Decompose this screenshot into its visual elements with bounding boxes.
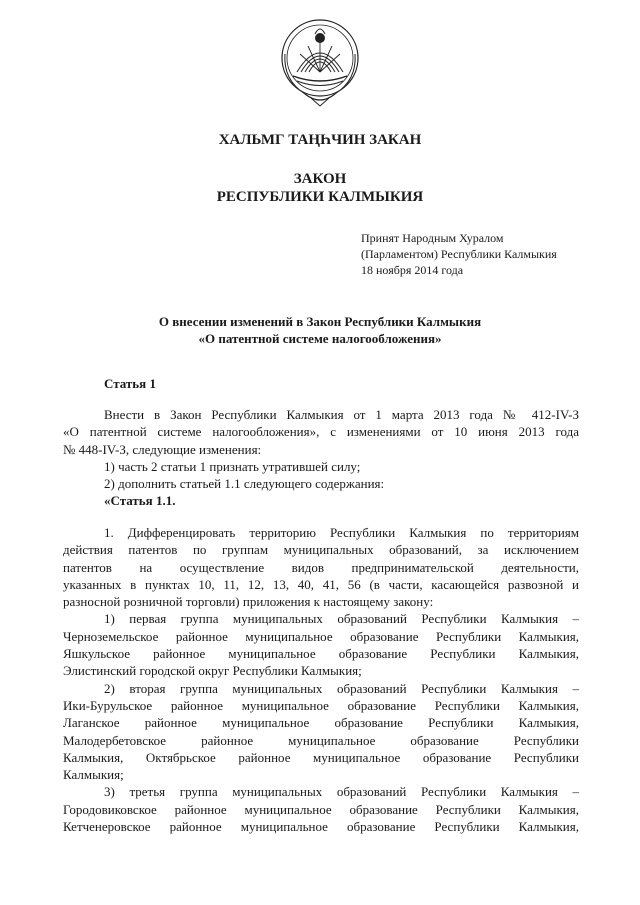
- text-line: патентов на осуществление видов предпринимательской деятельности,: [63, 559, 579, 575]
- text-line: 1) часть 2 статьи 1 признать утратившей силу;: [104, 458, 361, 474]
- article-heading: Статья 1: [104, 376, 156, 391]
- paragraph: [63, 783, 579, 835]
- text-line: Кетченеровское районное муниципальное образование Республики Калмыкия,: [63, 819, 579, 835]
- adoption-line: Принят Народным Хуралом: [361, 231, 504, 245]
- text-line: 3) третья группа муниципальных образований Республики Калмыкия –: [104, 784, 579, 800]
- new-article-heading: «Статья 1.1.: [104, 493, 176, 509]
- text-line: 2) дополнить статьей 1.1 следующего содержания:: [104, 476, 385, 492]
- adoption-note: [361, 230, 631, 278]
- republic-heading: РЕСПУБЛИКИ КАЛМЫКИЯ: [216, 189, 424, 205]
- text-line: Внести в Закон Республики Калмыкия от 1 марта 2013 года № 412-IV-З: [104, 407, 579, 422]
- text-line: разносной розничной торговли) приложения к настоящему закону:: [63, 594, 434, 610]
- paragraph: [63, 610, 579, 679]
- text-line: 1. Дифференцировать территорию Республики Калмыкия по территориям: [104, 525, 579, 540]
- law-name-line: «О патентной системе налогообложения»: [198, 331, 442, 346]
- text-line: Калмыкия;: [63, 767, 124, 783]
- law-heading: ЗАКОН: [293, 171, 347, 187]
- kalmyk-law-title: ХАЛЬМГ ТАҢҺЧИН ЗАКАН: [218, 132, 422, 148]
- adoption-date: 18 ноября 2014 года: [361, 263, 464, 277]
- state-emblem-icon: [275, 14, 365, 110]
- text-line: Элистинский городской округ Республики Калмыкия;: [63, 663, 362, 679]
- text-line: Черноземельское районное муниципальное образование Республики Калмыкия,: [63, 628, 579, 644]
- text-line: 2) вторая группа муниципальных образований Республики Калмыкия –: [104, 680, 579, 696]
- paragraph: [63, 492, 579, 509]
- text-line: «О патентной системе налогообложения», с изменениями от 10 июня 2013 года: [63, 424, 579, 440]
- text-line: Калмыкия, Октябрьское районное муниципальное образование Республики: [63, 749, 579, 765]
- article-body: [63, 406, 579, 510]
- text-line: указанных в пунктах 10, 11, 12, 13, 40, 41, 56 (в части, касающейся развозной и: [63, 576, 579, 592]
- text-line: действия патентов по группам муниципальных образований, за исключением: [63, 542, 579, 558]
- text-line: № 448-IV-З, следующие изменения:: [63, 441, 262, 457]
- adoption-line: (Парламентом) Республики Калмыкия: [361, 247, 557, 261]
- section-body: [63, 524, 579, 835]
- text-line: Городовиковское районное муниципальное образование Республики Калмыкия,: [63, 801, 579, 817]
- paragraph: [63, 458, 579, 475]
- text-line: Малодербетовское районное муниципальное образование Республики: [63, 732, 579, 748]
- text-line: Яшкульское районное муниципальное образование Республики Калмыкия,: [63, 646, 579, 662]
- text-line: Лаганское районное муниципальное образование Республики Калмыкия,: [63, 715, 579, 731]
- paragraph: [63, 680, 579, 784]
- paragraph: [63, 406, 579, 458]
- law-name-line: О внесении изменений в Закон Республики Калмыкия: [158, 314, 482, 329]
- paragraph: [63, 524, 579, 610]
- text-line: Ики-Бурульское районное муниципальное образование Республики Калмыкия,: [63, 697, 579, 713]
- text-line: 1) первая группа муниципальных образований Республики Калмыкия –: [104, 611, 579, 627]
- paragraph: [63, 475, 579, 492]
